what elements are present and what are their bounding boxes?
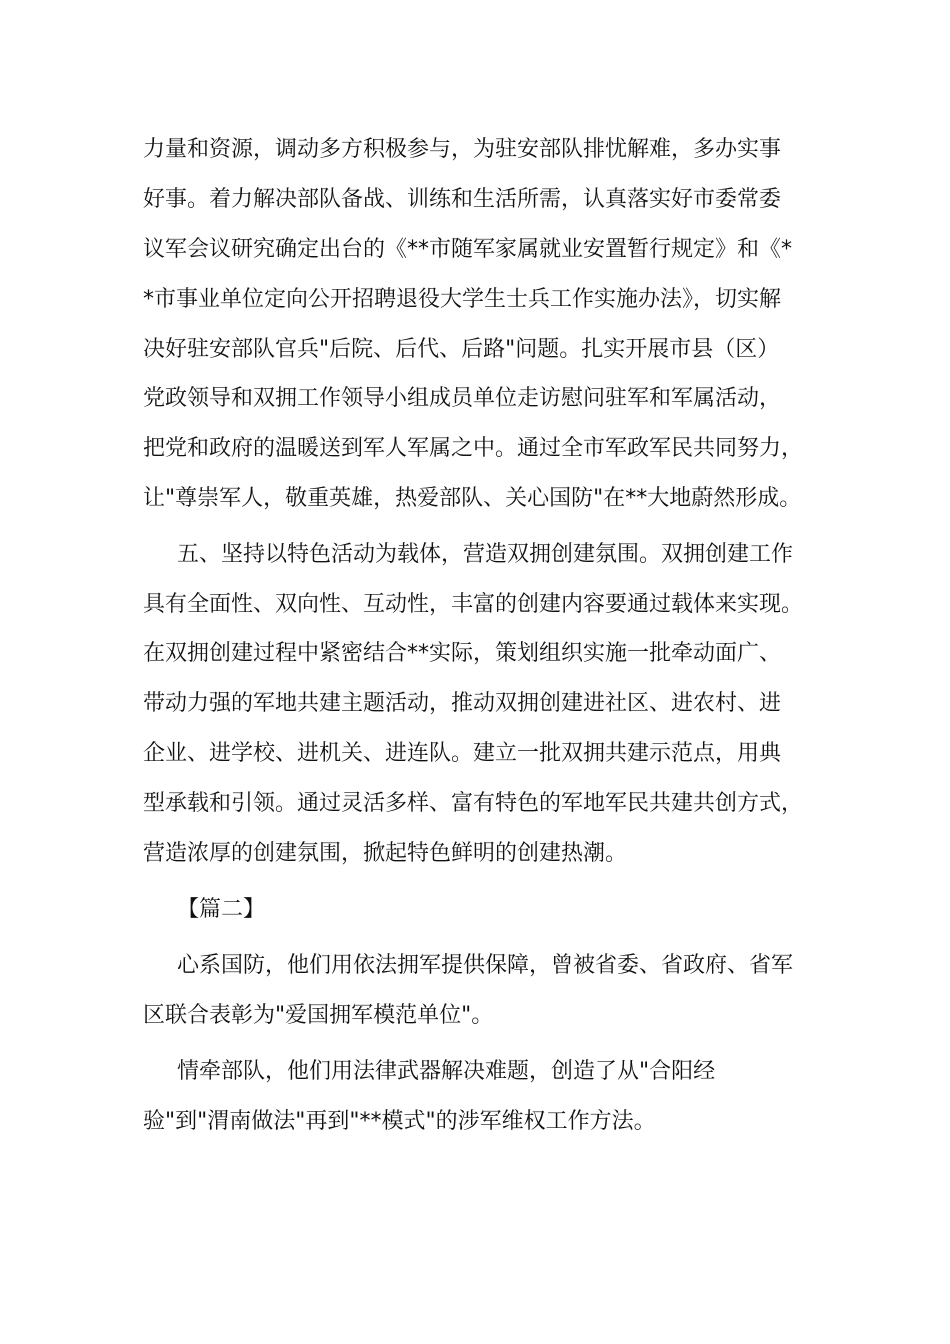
text-line: 型承载和引领。通过灵活多样、富有特色的军地军民共建共创方式， (143, 791, 804, 816)
text-line: 验"到"渭南做法"再到"**模式"的涉军维权工作方法。 (143, 1109, 656, 1134)
text-line: 在双拥创建过程中紧密结合**实际，策划组织实施一批牵动面广、 (143, 641, 782, 666)
paragraph-first-line: 情牵部队，他们用法律武器解决难题，创造了从"合阳经 (177, 1059, 716, 1084)
text-line: 议军会议研究确定出台的《**市随军家属就业安置暂行规定》和《* (143, 237, 793, 262)
section-heading: 【篇二】 (177, 897, 266, 922)
paragraph-first-line: 心系国防，他们用依法拥军提供保障，曾被省委、省政府、省军 (177, 953, 794, 978)
text-line: 营造浓厚的创建氛围，掀起特色鲜明的创建热潮。 (143, 841, 628, 866)
text-line: 让"尊崇军人，敬重英雄，热爱部队、关心国防"在**大地蔚然形成。 (143, 486, 802, 511)
text-line: 好事。着力解决部队备战、训练和生活所需，认真落实好市委常委 (143, 187, 782, 212)
text-line: 力量和资源，调动多方积极参与，为驻安部队排忧解难，多办实事 (143, 137, 782, 162)
text-line: 把党和政府的温暖送到军人军属之中。通过全市军政军民共同努力， (143, 436, 804, 461)
paragraph-first-line: 五、坚持以特色活动为载体，营造双拥创建氛围。双拥创建工作 (177, 542, 794, 567)
text-line: 带动力强的军地共建主题活动，推动双拥创建进社区、进农村、进 (143, 691, 782, 716)
text-line: 决好驻安部队官兵"后院、后代、后路"问题。扎实开展市县（区） (143, 337, 780, 362)
text-line: *市事业单位定向公开招聘退役大学生士兵工作实施办法》，切实解 (143, 287, 782, 312)
text-line: 区联合表彰为"爱国拥军模范单位"。 (143, 1003, 494, 1028)
text-line: 企业、进学校、进机关、进连队。建立一批双拥共建示范点，用典 (143, 741, 782, 766)
text-line: 党政领导和双拥工作领导小组成员单位走访慰问驻军和军属活动， (143, 386, 782, 411)
text-line: 具有全面性、双向性、互动性，丰富的创建内容要通过载体来实现。 (143, 592, 804, 617)
